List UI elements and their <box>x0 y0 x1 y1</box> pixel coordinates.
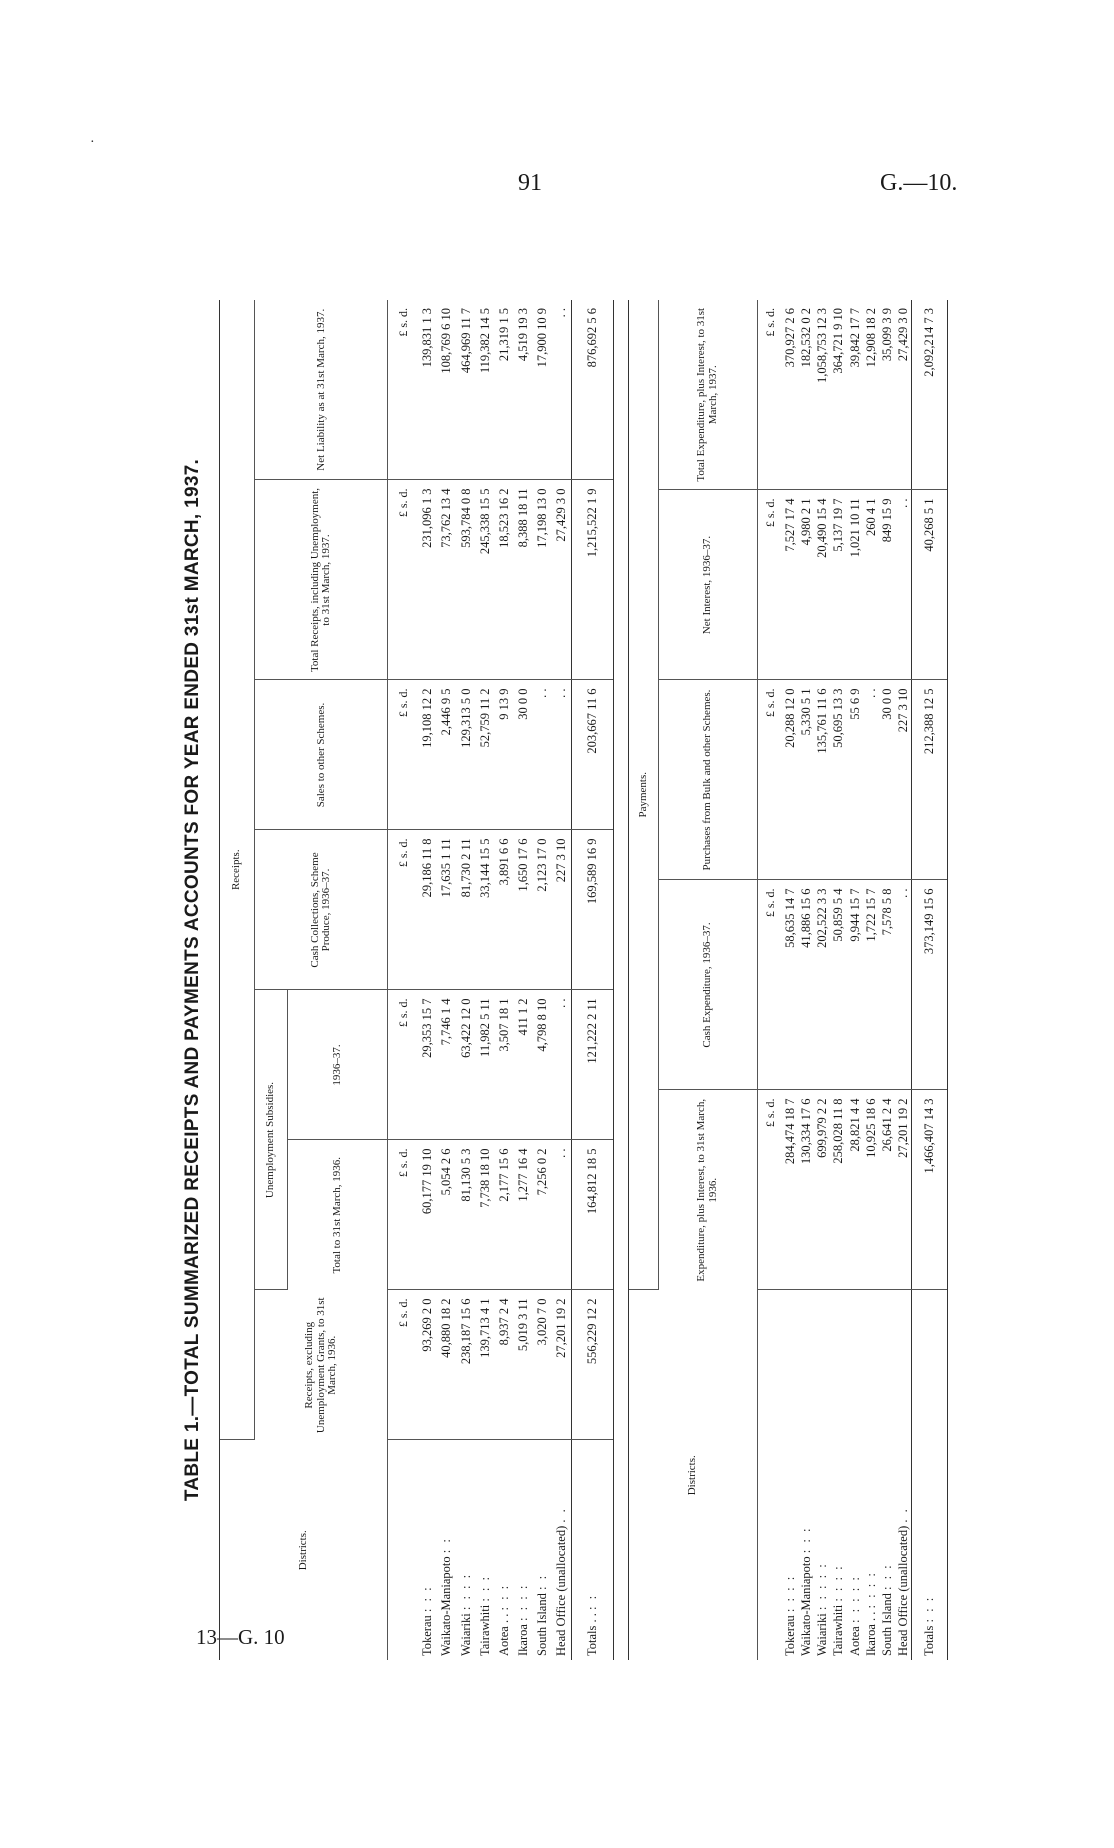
amount-cell: 27,201 19 2 <box>552 1290 572 1440</box>
dot-leader: : : : : <box>831 1564 846 1602</box>
amount-cell: 7,527 17 4 <box>783 490 799 680</box>
district-label: South Island <box>879 1593 894 1656</box>
amount-cell: 260 4 1 <box>863 490 879 680</box>
amount-cell: 81,130 5 3 <box>457 1140 476 1290</box>
dot-leader: : : : <box>879 1563 894 1591</box>
district-label: Head Office (unallocated) <box>553 1525 568 1656</box>
dot-leader: . . <box>895 1507 910 1523</box>
district-name <box>895 1290 912 1660</box>
table-row <box>457 300 476 1660</box>
amount-cell: . . <box>552 1140 572 1290</box>
receipts-header-cash-collections: Cash Collections, Scheme Produce, 1936–37. <box>255 830 388 990</box>
district-label: Ikaroa <box>515 1624 530 1656</box>
district-name <box>815 1290 831 1660</box>
dot-leader: : : : <box>799 1526 814 1554</box>
amount-cell: 63,422 12 0 <box>457 990 476 1140</box>
dot-leader: . . <box>553 1507 568 1523</box>
district-name <box>863 1290 879 1660</box>
total-cell: 164,812 18 5 <box>571 1140 613 1290</box>
amount-cell: 5,019 3 11 <box>514 1290 533 1440</box>
dot-leader: : : : : <box>863 1571 878 1609</box>
total-cell: 40,268 5 1 <box>912 490 948 680</box>
amount-cell: 202,522 3 3 <box>815 880 831 1090</box>
amount-cell: 81,730 2 11 <box>457 830 476 990</box>
receipts-table <box>219 300 614 1660</box>
amount-cell: 10,925 18 6 <box>863 1090 879 1290</box>
amount-cell: 50,695 13 3 <box>831 680 847 880</box>
units-label: £ s. d. <box>757 880 783 1090</box>
amount-cell: 2,123 17 0 <box>533 830 552 990</box>
payments-table <box>628 300 948 1660</box>
units-label: £ s. d. <box>388 480 419 680</box>
amount-cell: 7,256 0 2 <box>533 1140 552 1290</box>
amount-cell: 9,944 15 7 <box>847 880 863 1090</box>
amount-cell: 119,382 14 5 <box>476 300 495 480</box>
payments-header-purchases: Purchases from Bulk and other Schemes. <box>658 680 757 880</box>
units-label: £ s. d. <box>757 680 783 880</box>
total-cell: 373,149 15 6 <box>912 880 948 1090</box>
dot-leader: : : : <box>922 1595 937 1623</box>
district-label: Tairawhiti <box>831 1604 846 1656</box>
amount-cell: 41,886 15 6 <box>799 880 815 1090</box>
totals-label <box>571 1440 613 1660</box>
amount-cell: 2,446 9 5 <box>438 680 457 830</box>
district-name <box>514 1440 533 1660</box>
total-cell: 556,229 12 2 <box>571 1290 613 1440</box>
total-cell: 1,466,407 14 3 <box>912 1090 948 1290</box>
amount-cell: 139,831 1 3 <box>419 300 438 480</box>
amount-cell: 464,969 11 7 <box>457 300 476 480</box>
receipts-body <box>419 300 572 1660</box>
amount-cell: 1,021 10 11 <box>847 490 863 680</box>
district-name <box>457 1440 476 1660</box>
dot-leader: : : <box>534 1573 549 1591</box>
amount-cell: 52,759 11 2 <box>476 680 495 830</box>
dot-leader: : : : <box>496 1583 511 1611</box>
receipts-header-sales: Sales to other Schemes. <box>255 680 388 830</box>
district-label: Tokerau <box>420 1615 435 1656</box>
amount-cell: 245,338 15 5 <box>476 480 495 680</box>
amount-cell: 849 15 9 <box>879 490 895 680</box>
amount-cell: 130,334 17 6 <box>799 1090 815 1290</box>
amount-cell: 17,900 10 9 <box>533 300 552 480</box>
district-name <box>799 1290 815 1660</box>
amount-cell: . . <box>552 300 572 480</box>
amount-cell: 30 0 0 <box>514 680 533 830</box>
amount-cell: 108,769 6 10 <box>438 300 457 480</box>
table-row <box>533 300 552 1660</box>
units-label: £ s. d. <box>757 1090 783 1290</box>
amount-cell: 364,721 9 10 <box>831 300 847 490</box>
subsidies-header-1936-37: 1936–37. <box>287 990 388 1140</box>
total-cell: 203,667 11 6 <box>571 680 613 830</box>
amount-cell: 18,523 16 2 <box>495 480 514 680</box>
amount-cell: . . <box>895 880 912 1090</box>
district-name <box>783 1290 799 1660</box>
table-row <box>495 300 514 1660</box>
table-row <box>895 300 912 1660</box>
unemployment-subsidies-header: Unemployment Subsidies. <box>255 990 288 1290</box>
dot-leader: : : : : <box>783 1574 798 1613</box>
amount-cell: 28,821 4 4 <box>847 1090 863 1290</box>
amount-cell: . . <box>552 990 572 1140</box>
amount-cell: 139,713 4 1 <box>476 1290 495 1440</box>
amount-cell: . . <box>552 680 572 830</box>
amount-cell: 60,177 19 10 <box>419 1140 438 1290</box>
dot-leader: : : <box>439 1537 454 1554</box>
amount-cell: 1,722 15 7 <box>863 880 879 1090</box>
total-cell: 1,215,522 1 9 <box>571 480 613 680</box>
amount-cell: 26,641 2 4 <box>879 1090 895 1290</box>
stray-mark: · <box>90 135 95 150</box>
amount-cell: 3,020 7 0 <box>533 1290 552 1440</box>
payments-header-cash-expenditure: Cash Expenditure, 1936–37. <box>658 880 757 1090</box>
district-label: Tokerau <box>783 1615 798 1656</box>
total-cell: 169,589 16 9 <box>571 830 613 990</box>
units-label: £ s. d. <box>388 300 419 480</box>
footer-reference: 13—G. 10 <box>196 1625 285 1649</box>
amount-cell: 231,096 1 3 <box>419 480 438 680</box>
amount-cell: 17,635 1 11 <box>438 830 457 990</box>
amount-cell: 27,429 3 0 <box>895 300 912 490</box>
district-label: Waiariki <box>458 1613 473 1656</box>
receipts-section-label: Receipts. <box>220 300 255 1440</box>
amount-cell: 1,650 17 6 <box>514 830 533 990</box>
district-label: Ikaroa . . <box>863 1611 878 1656</box>
units-label: £ s. d. <box>388 830 419 990</box>
district-name <box>533 1440 552 1660</box>
table-row <box>783 300 799 1660</box>
district-label: Waiariki <box>815 1613 830 1656</box>
amount-cell: 258,028 11 8 <box>831 1090 847 1290</box>
amount-cell: 20,288 12 0 <box>783 680 799 880</box>
amount-cell: 55 6 9 <box>847 680 863 880</box>
amount-cell: 33,144 15 5 <box>476 830 495 990</box>
amount-cell: 27,429 3 0 <box>552 480 572 680</box>
payments-body <box>783 300 912 1660</box>
dot-leader: : : : : : <box>815 1562 830 1611</box>
amount-cell: 40,880 18 2 <box>438 1290 457 1440</box>
subsidies-header-total-1936: Total to 31st March, 1936. <box>287 1140 388 1290</box>
payments-section-label: Payments. <box>629 300 659 1290</box>
amount-cell: 12,908 18 2 <box>863 300 879 490</box>
amount-cell: 238,187 15 6 <box>457 1290 476 1440</box>
amount-cell: 699,979 2 2 <box>815 1090 831 1290</box>
amount-cell: 3,891 6 6 <box>495 830 514 990</box>
receipts-header-excl-grants: Receipts, excluding Unemployment Grants, to 31st March, 1936. <box>255 1290 388 1440</box>
district-label: South Island <box>534 1593 549 1656</box>
payments-districts-header: Districts. <box>629 1290 758 1660</box>
dot-leader: : : : : <box>515 1583 530 1621</box>
amount-cell: 27,201 19 2 <box>895 1090 912 1290</box>
amount-cell: 227 3 10 <box>895 680 912 880</box>
amount-cell: 1,058,753 12 3 <box>815 300 831 490</box>
total-cell: 876,692 5 6 <box>571 300 613 480</box>
payments-header-net-interest: Net Interest, 1936–37. <box>658 490 757 680</box>
amount-cell: 50,859 5 4 <box>831 880 847 1090</box>
units-label: £ s. d. <box>757 300 783 490</box>
units-label: £ s. d. <box>388 1140 419 1290</box>
district-label: Aotea <box>847 1626 862 1656</box>
total-cell: 212,388 12 5 <box>912 680 948 880</box>
units-label: £ s. d. <box>388 1290 419 1440</box>
units-label: £ s. d. <box>757 490 783 680</box>
amount-cell: 129,313 5 0 <box>457 680 476 830</box>
totals-label-text: Totals . . <box>584 1613 599 1656</box>
amount-cell: 2,177 15 6 <box>495 1140 514 1290</box>
amount-cell: 5,054 2 6 <box>438 1140 457 1290</box>
table-row <box>552 300 572 1660</box>
amount-cell: . . <box>533 680 552 830</box>
totals-label-text: Totals <box>922 1625 937 1656</box>
district-name <box>495 1440 514 1660</box>
dot-leader: : : : <box>420 1585 435 1613</box>
district-name <box>476 1440 495 1660</box>
payments-header-total-expenditure: Total Expenditure, plus Interest, to 31st March, 1937. <box>658 300 757 490</box>
district-label: Waikato-Maniapoto <box>439 1556 454 1656</box>
amount-cell: 21,319 1 5 <box>495 300 514 480</box>
amount-cell: 73,762 13 4 <box>438 480 457 680</box>
amount-cell: 227 3 10 <box>552 830 572 990</box>
amount-cell: 8,388 18 11 <box>514 480 533 680</box>
units-label: £ s. d. <box>388 680 419 830</box>
table-row <box>476 300 495 1660</box>
amount-cell: 4,980 2 1 <box>799 490 815 680</box>
receipts-totals-row <box>571 300 613 1660</box>
amount-cell: 7,746 1 4 <box>438 990 457 1140</box>
amount-cell: 5,137 19 7 <box>831 490 847 680</box>
district-name <box>879 1290 895 1660</box>
amount-cell: 29,353 15 7 <box>419 990 438 1140</box>
amount-cell: 8,937 2 4 <box>495 1290 514 1440</box>
amount-cell: 4,519 19 3 <box>514 300 533 480</box>
district-label: Aotea . . <box>496 1613 511 1656</box>
table-row <box>514 300 533 1660</box>
district-name <box>552 1440 572 1660</box>
amount-cell: 35,099 3 9 <box>879 300 895 490</box>
district-label: Head Office (unallocated) <box>895 1525 910 1656</box>
amount-cell: 284,474 18 7 <box>783 1090 799 1290</box>
amount-cell: 593,784 0 8 <box>457 480 476 680</box>
amount-cell: 58,635 14 7 <box>783 880 799 1090</box>
amount-cell: 182,532 0 2 <box>799 300 815 490</box>
amount-cell: 370,927 2 6 <box>783 300 799 490</box>
document-reference: G.—10. <box>880 170 958 196</box>
table-row <box>438 300 457 1660</box>
dot-leader: : : : <box>477 1575 492 1602</box>
amount-cell: 29,186 11 8 <box>419 830 438 990</box>
amount-cell: . . <box>895 490 912 680</box>
amount-cell: 7,738 18 10 <box>476 1140 495 1290</box>
table-row <box>831 300 847 1660</box>
amount-cell: 411 1 2 <box>514 990 533 1140</box>
amount-cell: 17,198 13 0 <box>533 480 552 680</box>
table-row <box>863 300 879 1660</box>
dot-leader: : : : : : <box>847 1575 862 1624</box>
amount-cell: 20,490 15 4 <box>815 490 831 680</box>
amount-cell: 7,578 5 8 <box>879 880 895 1090</box>
amount-cell: 1,277 16 4 <box>514 1140 533 1290</box>
district-label: Waikato-Maniapoto <box>799 1556 814 1656</box>
amount-cell: 30 0 0 <box>879 680 895 880</box>
rotated-table-block <box>175 300 965 1660</box>
table-row <box>815 300 831 1660</box>
receipts-districts-header: Districts. <box>220 1440 388 1660</box>
district-name <box>847 1290 863 1660</box>
receipts-header-net-liability: Net Liability as at 31st March, 1937. <box>255 300 388 480</box>
amount-cell: 5,330 5 1 <box>799 680 815 880</box>
amount-cell: 3,507 18 1 <box>495 990 514 1140</box>
payments-totals-row <box>912 300 948 1660</box>
table-row <box>847 300 863 1660</box>
district-name <box>419 1440 438 1660</box>
district-label: Tairawhiti <box>477 1604 492 1656</box>
amount-cell: . . <box>863 680 879 880</box>
table-row <box>799 300 815 1660</box>
amount-cell: 4,798 8 10 <box>533 990 552 1140</box>
dot-leader: : : <box>584 1593 599 1610</box>
payments-header-expenditure-1936: Expenditure, plus Interest, to 31st March, 1936. <box>658 1090 757 1290</box>
receipts-header-total-receipts: Total Receipts, including Unemployment, to 31st March, 1937. <box>255 480 388 680</box>
amount-cell: 11,982 5 11 <box>476 990 495 1140</box>
amount-cell: 9 13 9 <box>495 680 514 830</box>
table-row <box>419 300 438 1660</box>
district-name <box>831 1290 847 1660</box>
district-name <box>438 1440 457 1660</box>
totals-label <box>912 1290 948 1660</box>
amount-cell: 93,269 2 0 <box>419 1290 438 1440</box>
amount-cell: 135,761 11 6 <box>815 680 831 880</box>
dot-leader: : : : : <box>458 1572 473 1611</box>
amount-cell: 19,108 12 2 <box>419 680 438 830</box>
page-number: 91 <box>518 170 542 196</box>
units-label: £ s. d. <box>388 990 419 1140</box>
table-row <box>879 300 895 1660</box>
table-title: TABLE 1.—TOTAL SUMMARIZED RECEIPTS AND PAYMENTS ACCOUNTS FOR YEAR ENDED 31st MARCH, 1937. <box>182 458 203 1502</box>
total-cell: 121,222 2 11 <box>571 990 613 1140</box>
total-cell: 2,092,214 7 3 <box>912 300 948 490</box>
amount-cell: 39,842 17 7 <box>847 300 863 490</box>
